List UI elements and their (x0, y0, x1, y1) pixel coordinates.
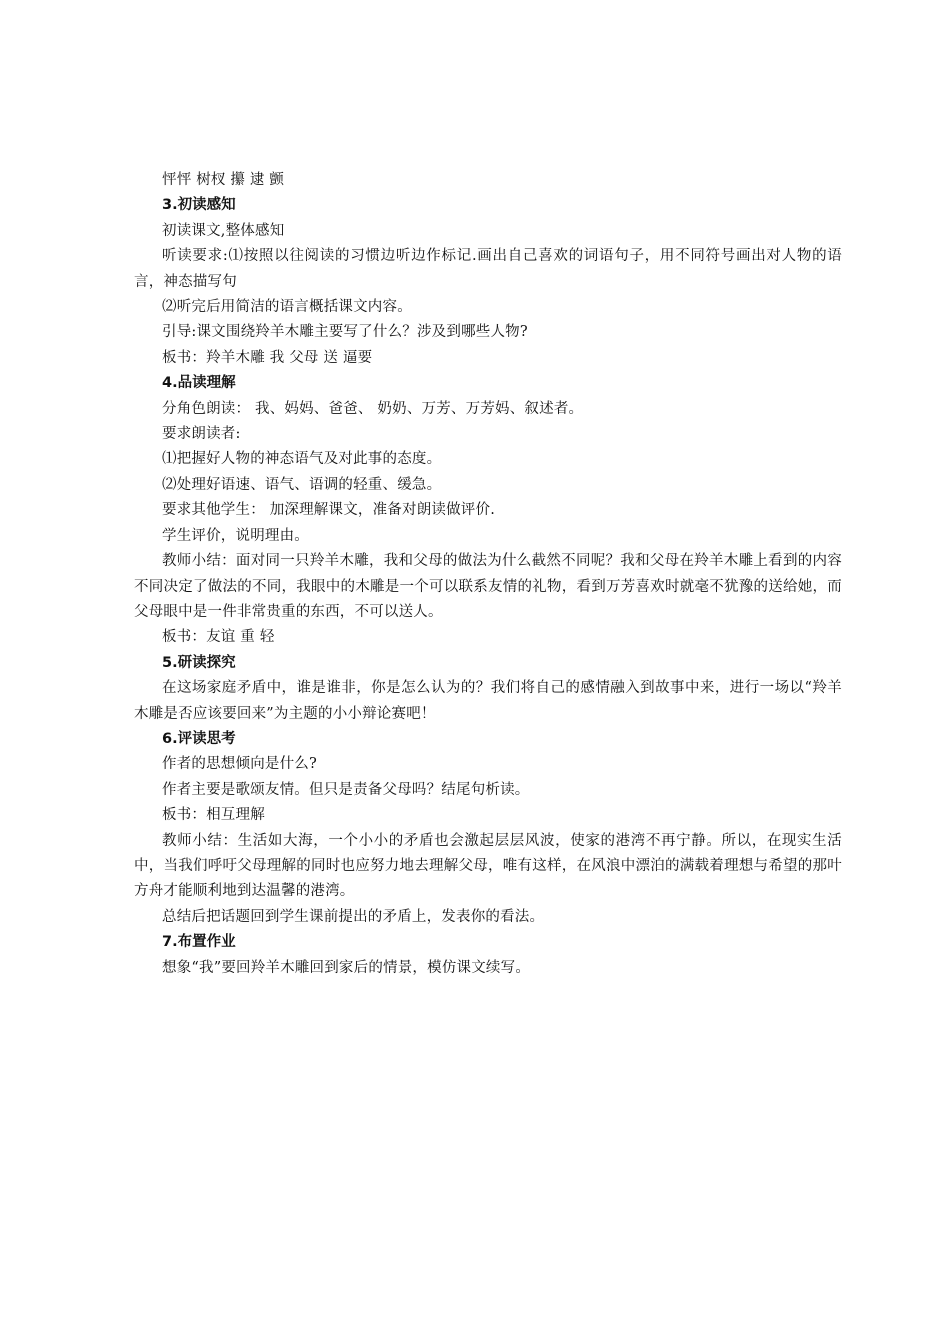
text-line: ⑵听完后用简洁的语言概括课文内容。 (162, 299, 412, 316)
text-paragraph: 听读要求:⑴按照以往阅读的习惯边听边作标记.画出自己喜欢的词语句子，用不同符号画出对人物的语言，神态描写句 (134, 248, 842, 290)
text-paragraph: 教师小结：面对同一只羚羊木雕，我和父母的做法为什么截然不同呢？我和父母在羚羊木雕上看到的内容不同决定了做法的不同，我眼中的木雕是一个可以联系友情的礼物，看到万芳喜欢时就毫不犹豫的送给她，而父母眼中是一件非常贵重的东西，不可以送人。 (134, 553, 842, 620)
text-line: 想象“我”要回羚羊木雕回到家后的情景，模仿课文续写。 (162, 959, 531, 976)
text-line: 总结后把话题回到学生课前提出的矛盾上，发表你的看法。 (162, 908, 545, 925)
text-line: 学生评价，说明理由。 (162, 527, 309, 544)
section-heading-7: 7.布置作业 (162, 934, 236, 951)
section-heading-4: 4.品读理解 (162, 375, 236, 392)
text-line: 引导:课文围绕羚羊木雕主要写了什么？涉及到哪些人物? (162, 324, 528, 341)
text-line: 要求其他学生： 加深理解课文，准备对朗读做评价. (162, 502, 496, 519)
text-paragraph: 在这场家庭矛盾中，谁是谁非，你是怎么认为的？我们将自己的感情融入到故事中来，进行一场以“羚羊木雕是否应该要回来”为主题的小小辩论赛吧！ (134, 680, 842, 722)
text-line: 作者的思想倾向是什么? (162, 756, 317, 773)
text-line: 要求朗读者: (162, 426, 241, 443)
text-line: 作者主要是歌颂友情。但只是责备父母吗？结尾句析读。 (162, 781, 530, 798)
document-body (134, 168, 842, 981)
text-line: 板书：羚羊木雕 我 父母 送 逼要 (162, 349, 373, 366)
section-heading-6: 6.评读思考 (162, 730, 236, 747)
text-line: ⑵处理好语速、语气、语调的轻重、缓急。 (162, 476, 442, 493)
text-line: 初读课文,整体感知 (162, 222, 285, 239)
section-heading-3: 3.初读感知 (162, 197, 236, 214)
section-heading-5: 5.研读探究 (162, 654, 236, 671)
vocabulary-line: 怦怦 树杈 攥 逮 颤 (162, 172, 285, 188)
text-line: ⑴把握好人物的神态语气及对此事的态度。 (162, 451, 442, 468)
text-paragraph: 教师小结：生活如大海，一个小小的矛盾也会激起层层风波，使家的港湾不再宁静。所以，在现实生活中，当我们呼吁父母理解的同时也应努力地去理解父母，唯有这样，在风浪中漂泊的满载着理想与希望的那叶方舟才能顺利地到达温馨的港湾。 (134, 832, 842, 900)
text-line: 板书：友谊 重 轻 (162, 629, 275, 646)
text-line: 板书：相互理解 (162, 807, 265, 824)
text-line: 分角色朗读： 我、妈妈、爸爸、 奶奶、万芳、万芳妈、叙述者。 (162, 400, 584, 417)
